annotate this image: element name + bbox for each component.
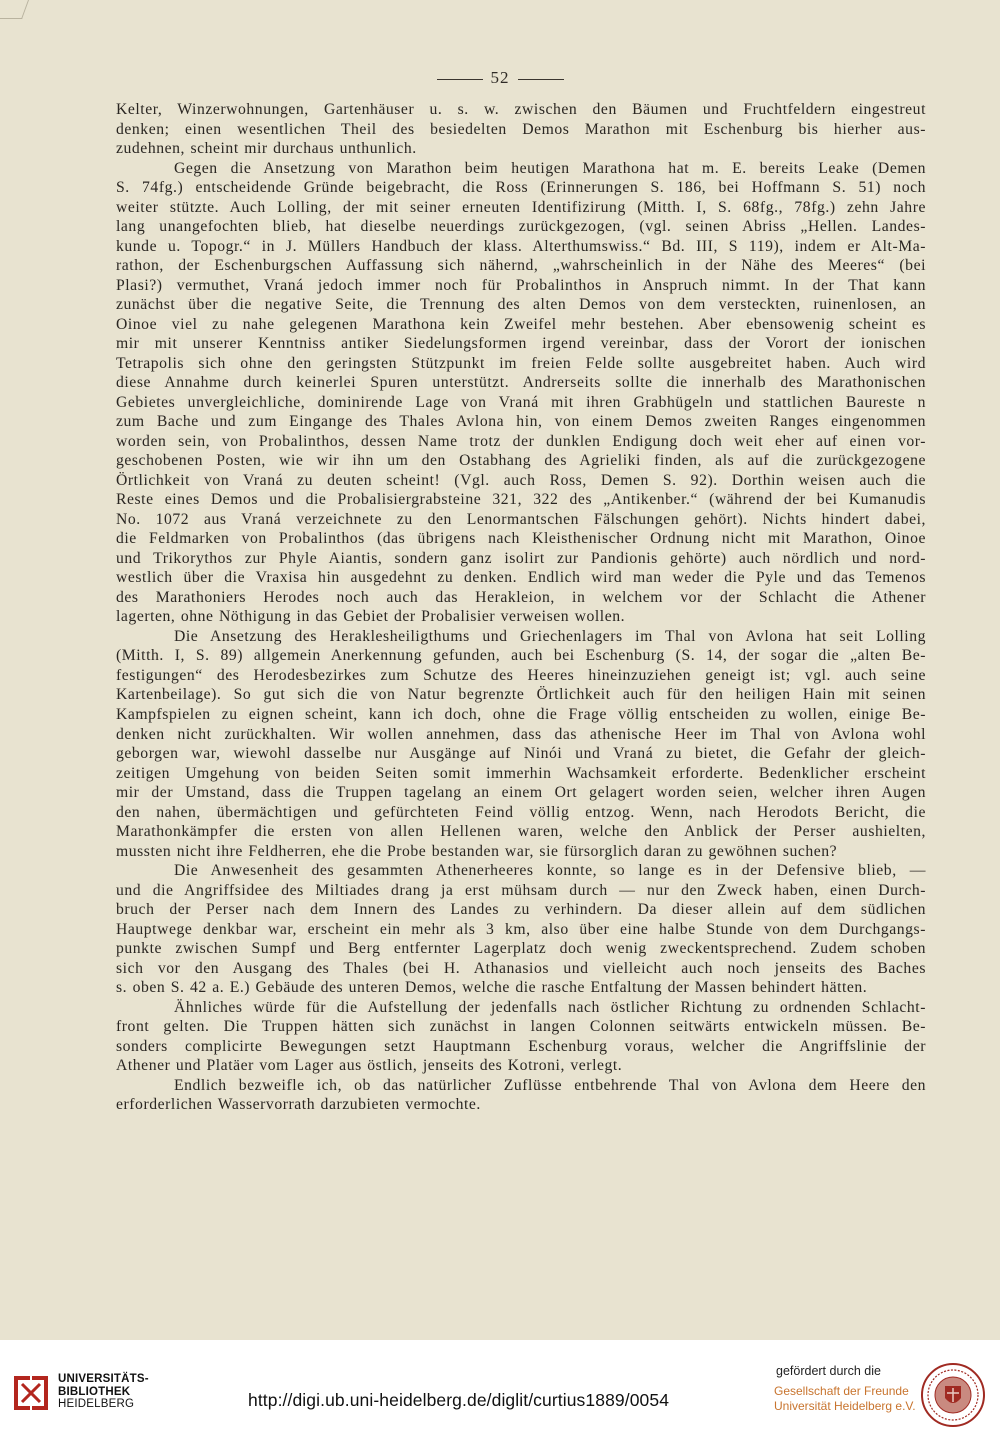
society-name-line2: Universität Heidelberg e.V.: [774, 1399, 916, 1413]
text-line: und Trikorythos zur Phyle Aiantis, sondern ganz isolirt zur Pandionis gehörte) auch nördlich und nord-: [116, 549, 926, 567]
funded-by-label: gefördert durch die: [776, 1364, 881, 1378]
ub-heidelberg-logo-icon[interactable]: [10, 1370, 52, 1416]
text-line: mir der Umstand, dass die Truppen tagelang an einem Ort gelagert worden seien, welcher ihren Augen: [116, 784, 926, 802]
text-line: S. 74fg.) entscheidende Gründe beigebracht, die Ross (Erinnerungen S. 186, bei Hoffmann S. 51) noch: [116, 179, 926, 197]
viewer-footer: [0, 1340, 1000, 1433]
text-line: punkte zwischen Sumpf und Berg entfernter Lagerplatz doch wenig zweckentsprechend. Zudem schoben: [116, 940, 926, 958]
text-line: zudehnen, scheint mir durchaus unthunlich.: [116, 140, 417, 158]
text-line: worden sein, von Probalinthos, dessen Name trotz der dunklen Endigung doch weit eher auf einen vor-: [116, 432, 926, 450]
text-line: lagerten, ohne Nöthigung in das Gebiet der Probalisier verweisen wollen.: [116, 608, 626, 626]
university-seal-icon[interactable]: [920, 1362, 986, 1428]
text-line: bruch der Perser nach dem Innern des Landes zu verhindern. Da dieser allein auf dem südlichen: [116, 901, 926, 919]
text-line: front gelten. Die Truppen hätten sich zunächst in langen Colonnen seitwärts entwickeln müssen. Be-: [116, 1018, 926, 1036]
library-name-line2: BIBLIOTHEK: [58, 1385, 131, 1398]
text-line: Gebietes unvergleichliche, dominirende Lage von Vraná mit ihren Grabhügeln und stattlichen Baureste n: [116, 393, 926, 411]
header-dash-left: [437, 79, 483, 80]
text-line: s. oben S. 42 a. E.) Gebäude des unteren Demos, welche die rasche Entfaltung der Massen behindert hätten.: [116, 979, 868, 997]
text-line: Kampfspielen zu eignen scheint, kann ich doch, ohne die Frage völlig entscheiden zu wollen, einige Be-: [116, 705, 926, 723]
header-dash-right: [518, 79, 564, 80]
text-line: des Marathoniers Herodes noch auch das Herakleion, in welchem vor der Schlacht die Athener: [116, 588, 926, 606]
text-line: Die Anwesenheit des gesammten Athenerheeres konnte, so lange es in der Defensive blieb, —: [174, 862, 926, 880]
text-line: lang unangefochten blieb, hat dieselbe neuerdings zurückgezogen, (vgl. seinen Abriss „Hellen. Landes-: [116, 218, 926, 236]
permalink-url[interactable]: http://digi.ub.uni-heidelberg.de/diglit/curtius1889/0054: [248, 1390, 670, 1410]
text-line: Die Ansetzung des Heraklesheiligthums und Griechenlagers im Thal von Avlona hat seit Lolling: [174, 627, 926, 645]
text-line: zunächst über die negative Seite, die Trennung des alten Demos von dem versteckten, ruinenlosen, an: [116, 296, 926, 314]
text-line: weiter stützte. Auch Lolling, der mit seiner erneuten Identifizirung (Mitth. I, S. 68fg., 78fg.) zehn Jahre: [116, 198, 926, 216]
text-line: Oinoe viel zu nahe gelegenen Marathona kein Zweifel mehr bestehen. Aber ebensowenig scheint es: [116, 315, 926, 333]
text-line: sonders complicirte Bewegungen setzt Hauptmann Eschenburg voraus, welcher die Angriffslinie der: [116, 1037, 926, 1055]
text-line: westlich über die Vraxisa hin ausgedehnt zu denken. Endlich wird man weder die Pyle und das Temenos: [116, 569, 926, 587]
text-line: geschobenen Posten, wie wir ihn um den Ostabhang des Agrieliki finden, als auf die zurückgezogene: [116, 452, 926, 470]
text-line: Kartenbeilage). So gut sich die von Natur begrenzte Örtlichkeit auch für den heiligen Hain mit seinen: [116, 686, 926, 704]
text-line: diese Annahme durch keinerlei Spuren unterstützt. Andrerseits sollte die innerhalb des Marathonischen: [116, 374, 926, 392]
text-line: und die Angriffsidee des Miltiades drang ja erst mühsam durch — nur den Zweck haben, einen Durch-: [116, 881, 926, 899]
text-line: Plasi?) vermuthet, Vraná jedoch immer noch für Probalinthos in Anspruch nimmt. In der That kann: [116, 276, 926, 294]
text-line: die Feldmarken von Probalinthos (das übrigens nach Kleisthenischer Ordnung nicht mit Marathon, Oinoe: [116, 530, 926, 548]
text-line: kunde u. Topogr.“ in J. Müllers Handbuch der klass. Alterthumswiss.“ Bd. III, S 119), indem er Alt-Ma-: [116, 237, 926, 255]
text-line: Marathonkämpfer die ersten von allen Hellenen waren, welche den Anblick der Perser aushielten,: [116, 823, 926, 841]
text-line: Ähnliches würde für die Aufstellung der jedenfalls nach östlicher Richtung zu ordnenden Schlacht-: [174, 998, 926, 1016]
text-line: Hauptwege denkbar war, erscheint ein mehr als 3 km, also über eine halbe Stunde von dem Durchgangs-: [116, 920, 926, 938]
text-line: rathon, der Eschenburgschen Auffassung sich nähernd, „wahrscheinlich in der Nähe des Meeres“ (bei: [116, 257, 926, 275]
text-line: (Mitth. I, S. 89) allgemein Anerkennung gefunden, auch bei Eschenburg (S. 14, der sogar die „alten Be-: [116, 647, 926, 665]
scan-corner-mark: [0, 0, 29, 19]
text-line: erforderlichen Wasservorrath darzubieten vermochte.: [116, 1096, 481, 1114]
page-header: [0, 68, 1000, 88]
text-line: Reste eines Demos und die Probalisiergrabsteine 321, 322 des „Antikenber.“ (während der bei Kumanudis: [116, 491, 926, 509]
text-line: Tetrapolis sich ohne den geringsten Stützpunkt im freien Felde sollte ausgebreitet haben. Auch wird: [116, 354, 926, 372]
text-line: zeitigen Umgehung von beiden Seiten somit immerhin Wachsamkeit erforderte. Bedenklicher erscheint: [116, 764, 926, 782]
text-line: zum Bache und zum Eingange des Thales Avlona hin, von einem Demos zweiten Ranges eingenommen: [116, 413, 926, 431]
text-line: sich vor den Ausgang des Thales (bei H. Athanasios und vielleicht auch noch jenseits des Baches: [116, 959, 926, 977]
library-name-line3: HEIDELBERG: [58, 1398, 135, 1410]
text-line: Örtlichkeit von Vraná zu deuten scheint! (Vgl. auch Ross, Demen S. 92). Dorthin weisen auch die: [116, 471, 926, 489]
text-line: festigungen“ des Herodesbezirkes zum Schutze des Heeres hineinzuziehen geneigt ist; vgl. auch seine: [116, 666, 926, 684]
body-text: [116, 100, 926, 1115]
text-line: den nahen, übermächtigen und gefürchteten Feind völlig entzog. Wenn, nach Herodots Bericht, die: [116, 803, 926, 821]
page-number: 52: [490, 68, 510, 87]
text-line: Gegen die Ansetzung von Marathon beim heutigen Marathona hat m. E. bereits Leake (Demen: [174, 159, 926, 177]
text-line: Endlich bezweifle ich, ob das natürlicher Zuflüsse entbehrende Thal von Avlona dem Heere den: [174, 1076, 926, 1094]
text-line: denken; einen wesentlichen Theil des besiedelten Demos Marathon mit Eschenburg bis hierher aus-: [116, 120, 926, 138]
text-line: Kelter, Winzerwohnungen, Gartenhäuser u. s. w. zwischen den Bäumen und Fruchtfeldern eingestreut: [116, 101, 926, 118]
text-line: mussten nicht ihre Feldherren, ehe die Probe bestanden war, sie fürsorglich daran zu gewöhnen suchen?: [116, 842, 838, 860]
text-line: denken nicht zurückhalten. Wir wollen annehmen, dass das athenische Heer im Thal von Avlona wohl: [116, 725, 926, 743]
society-name-line1: Gesellschaft der Freunde: [774, 1384, 909, 1398]
library-name[interactable]: [58, 1373, 149, 1411]
text-line: geborgen war, wiewohl dasselbe nur Ausgänge auf Ninói und Vraná zu bietet, die Gefahr der gleich-: [116, 745, 926, 763]
text-line: mir mit unserer Kenntniss antiker Siedelungsformen irgend vereinbar, dass der Vorort der ionischen: [116, 335, 926, 353]
society-name[interactable]: [774, 1384, 916, 1414]
library-name-line1: UNIVERSITÄTS-: [58, 1373, 149, 1385]
text-line: Athener und Platäer vom Lager aus östlich, jenseits des Kotroni, verlegt.: [116, 1057, 623, 1075]
text-line: No. 1072 aus Vraná verzeichnete zu den Lenormantschen Fälschungen gehört). Nichts hindert dabei,: [116, 510, 926, 528]
